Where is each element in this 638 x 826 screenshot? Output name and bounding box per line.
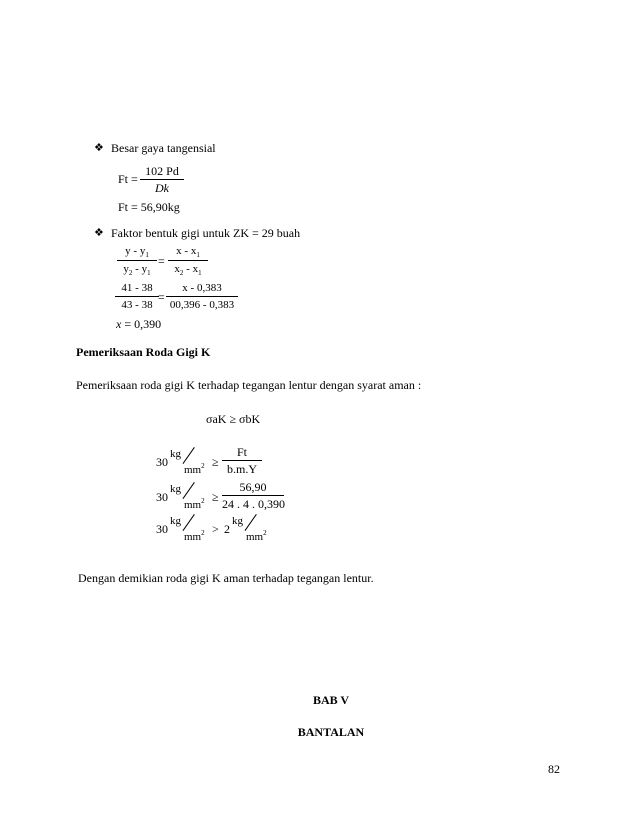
stress-num: Ft [236, 445, 247, 459]
interp-left-den-text: y [123, 263, 129, 275]
chapter-number: BAB V [312, 693, 350, 707]
unit-denominator-text: mm [184, 531, 202, 543]
ft-numerator: 102 Pd [145, 164, 179, 178]
unit-numerator: kg [170, 483, 181, 495]
equals-sign: = [158, 290, 165, 304]
ft-denominator: Dk [155, 181, 169, 195]
unit-slash [183, 482, 195, 499]
unit-numerator: kg [232, 515, 243, 527]
stress-den: b.m.Y [227, 462, 257, 476]
operator: > [212, 522, 219, 536]
stress-values-den: 24 . 4 . 0,390 [222, 497, 285, 511]
operator: ≥ [212, 455, 219, 469]
interp-left-fraction [117, 244, 157, 277]
conclusion-text: Dengan demikian roda gigi K aman terhadap tegangan lentur. [78, 571, 374, 585]
unit-slash [245, 514, 257, 531]
fraction-bar [222, 495, 284, 496]
section-title: Pemeriksaan Roda Gigi K [76, 345, 211, 359]
interp-values-right-fraction [166, 281, 238, 312]
section-heading-tangential-force: Besar gaya tangensial [111, 141, 216, 155]
unit-numerator: kg [170, 448, 181, 460]
coefficient: 30 [156, 522, 168, 536]
unit-denominator-text: mm [184, 499, 202, 511]
subscript: 2 [128, 269, 133, 277]
subscript: 1 [145, 251, 149, 259]
interp-values-right-den: 00,396 - 0,383 [169, 299, 235, 311]
interp-values-left-den: 43 - 38 [121, 299, 153, 311]
interp-right-den-text: x [174, 263, 180, 275]
chapter-title: BANTALAN [297, 725, 365, 739]
fraction-bar [117, 260, 157, 261]
subscript: 1 [198, 269, 202, 277]
interp-right-num-text: x - x [176, 245, 197, 257]
operator: ≥ [212, 490, 219, 504]
stress-values-fraction [222, 480, 284, 511]
fraction-bar [166, 296, 238, 297]
unit-denominator-text: mm [246, 531, 264, 543]
interp-left-num-text: y - y [125, 245, 146, 257]
ft-formula-fraction [140, 164, 184, 195]
superscript: 2 [201, 497, 205, 505]
coefficient: 30 [156, 455, 168, 469]
superscript: 2 [263, 529, 267, 537]
unit-denominator [184, 531, 205, 543]
section-heading-form-factor: Faktor bentuk gigi untuk ZK = 29 buah [111, 226, 301, 240]
x-value: = 0,390 [121, 317, 162, 331]
unit-denominator [246, 531, 267, 543]
stress-values-num: 56,90 [239, 480, 267, 494]
interp-right-den [168, 262, 208, 277]
x-variable: x [116, 317, 122, 331]
interp-right-den-mid: - x [183, 263, 199, 275]
superscript: 2 [201, 529, 205, 537]
interp-left-num [117, 244, 157, 259]
x-result [116, 317, 161, 332]
page-number: 82 [548, 762, 560, 776]
fraction-bar [168, 260, 208, 261]
coefficient: 30 [156, 490, 168, 504]
unit-slash [183, 514, 195, 531]
intro-text: Pemeriksaan roda gigi K terhadap tegangan lentur dengan syarat aman : [76, 378, 422, 392]
fraction-bar [115, 296, 159, 297]
subscript: 2 [179, 269, 184, 277]
interp-right-fraction [168, 244, 208, 277]
fraction-bar [140, 179, 184, 180]
interp-values-right-num: x - 0,383 [182, 282, 222, 294]
coefficient-result: 2 [224, 522, 230, 536]
unit-slash [183, 447, 195, 464]
interp-values-left-num: 41 - 38 [121, 282, 153, 294]
subscript: 1 [196, 251, 200, 259]
fraction-bar [222, 460, 262, 461]
stress-fraction [222, 445, 262, 476]
interp-left-den [117, 262, 157, 277]
equals-sign: = [158, 254, 165, 268]
ft-result: Ft = 56,90kg [118, 200, 180, 214]
interp-right-num [168, 244, 208, 259]
superscript: 2 [201, 462, 205, 470]
bullet-icon: ❖ [94, 141, 104, 154]
unit-denominator [184, 499, 205, 511]
unit-denominator [184, 464, 205, 476]
interp-values-left-fraction [115, 281, 159, 312]
unit-denominator-text: mm [184, 464, 202, 476]
ft-label: Ft = [118, 172, 138, 186]
bullet-icon: ❖ [94, 226, 104, 239]
safety-condition: σaK ≥ σbK [206, 412, 261, 426]
interp-left-den-mid: - y [132, 263, 148, 275]
unit-numerator: kg [170, 515, 181, 527]
subscript: 1 [147, 269, 151, 277]
